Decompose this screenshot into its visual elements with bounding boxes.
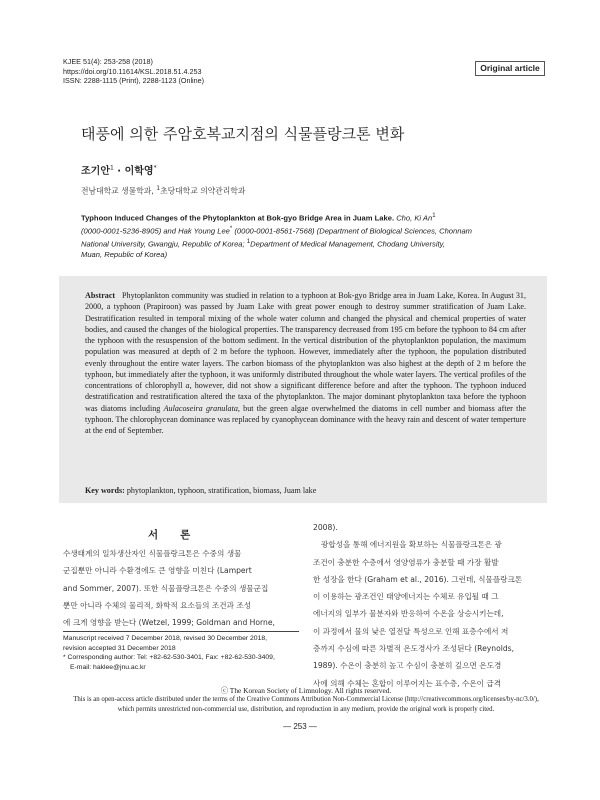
title-english: Typhoon Induced Changes of the Phytoplankton at Bok-gyo Bridge Area in Juam Lake. (81, 213, 395, 223)
author-english-1-sup: 1 (432, 213, 436, 219)
section-heading-introduction: 서론 (148, 529, 213, 541)
affiliation-part-2: 초당대학교 의약관리학과 (160, 186, 246, 196)
right-column (313, 519, 549, 692)
abstract-text-3: , but the green algae overwhelmed the diatoms in cell number and biomass after the typhoon. The chlorophycean dominance was replaced by cyanophycean dominance with the heavy rain and descent of water temperture at the end of September. (85, 403, 527, 435)
right-column-line: 사에 의해 수체는 혼합이 이루어지는 표수층, 수온이 급격 (313, 678, 502, 688)
abstract-italic-1: a (185, 381, 190, 390)
affiliation-korean (81, 185, 245, 197)
right-column-line: 광합성을 통해 에너지원을 확보하는 식물플랑크톤은 광 (321, 540, 502, 550)
footnote-line: Manuscript received 7 December 2018, revised 30 December 2018, (63, 635, 268, 642)
affiliation-part-1: 전남대학교 생물학과, (81, 186, 157, 196)
left-column-line: 뿐만 아니라 수체의 물리적, 화학적 요소들의 조건과 조성 (63, 600, 252, 610)
right-column-line: 1989). 수온이 충분히 높고 수심이 충분히 깊으면 온도경 (313, 661, 502, 671)
copyright-line: ⓒ The Korean Society of Limnology. All rights reserved. (220, 686, 392, 695)
issn: ISSN: 2288-1115 (Print), 2288-1123 (Online) (63, 76, 205, 85)
license-line: which permits unrestricted non-commercial use, distribution, and reproduction in any medium, provide the original work is properly cited. (117, 705, 495, 713)
affiliation-english-b: Department of Medical Management, Chodang University, (250, 239, 445, 249)
affiliation-english-a: National University, Gwangju, Republic of Korea; (81, 239, 247, 249)
author-2-sup: * (153, 164, 157, 172)
footnote-divider (63, 631, 299, 632)
right-column-line: 이 과정에서 물의 낮은 열전달 특성으로 인해 표층수에서 저 (313, 626, 509, 636)
right-column-line: 조건이 충분한 수층에서 영양염류가 충분할 때 가장 활발 (313, 557, 499, 567)
article-type-badge: Original article (475, 61, 545, 76)
page-number: — 253 — (283, 722, 317, 731)
doi-link[interactable]: https://doi.org/10.11614/KSL.2018.51.4.253 (63, 66, 202, 76)
author-1: 조기안 (81, 166, 110, 177)
left-column-line: 에 크게 영향을 받는다 (Wetzel, 1999; Goldman and Horne, (63, 618, 275, 628)
left-column-line: 군집뿐만 아니라 수환경에도 큰 영향을 미친다 (Lampert (63, 566, 252, 576)
title-korean: 태풍에 의한 주암호복교지점의 식물플랑크톤 변화 (81, 125, 405, 143)
author-2: 이학영 (124, 166, 154, 177)
authors-korean (81, 162, 157, 177)
right-column-line: 이 이용하는 광조건인 태양에너지는 수체로 유입될 때 그 (313, 592, 499, 602)
author-english-1: Cho, Ki An (394, 213, 433, 223)
keywords-text: phytoplankton, typhoon, stratification, biomass, Juam lake (124, 486, 317, 495)
orcid-line: (0000-0001-5236-8905) and Hak Young Lee (81, 226, 230, 236)
license-line: This is an open-access article distributed under the terms of the Creative Commons Attribution Non-Commercial License (http://creativecommons.org/licenses/by-nc/3.0/), (73, 696, 539, 704)
right-column-line: 2008). (313, 523, 338, 532)
keywords (85, 486, 526, 495)
left-column-line: and Sommer, 2007). 또한 식물플랑크톤은 수중의 생물군집 (63, 583, 269, 593)
abstract-text-2: , however, did not show a significant difference before and after the typhoon. The typhoon induced destratification and restratification altered the taxa of the phytoplankton. The major dominant phytoplankton taxa before the typhoon was diatoms including (85, 381, 526, 413)
author-separator: · (113, 166, 125, 177)
footnote-line: revision accepted 31 December 2018 (63, 644, 176, 652)
right-column-line: 한 성장을 한다 (Graham et al., 2016). 그런데, 식물플랑크톤 (313, 574, 523, 584)
author-english-2-sup: * (229, 226, 233, 233)
footnotes (63, 634, 275, 672)
journal-info (63, 57, 204, 86)
right-column-line: 에너지의 일부가 물분자와 반응하여 수온을 상승시키는데, (313, 609, 504, 619)
copyright-notice (63, 686, 549, 714)
abstract-italic-2: Aulacoseira granulata (163, 403, 238, 413)
footnote-line: * Corresponding author: Tel: +82-62-530-3401, Fax: +82-62-530-3409, (63, 654, 275, 661)
footnote-line: E-mail: haklee@jnu.ac.kr (70, 663, 146, 671)
affiliation-english-sup: 1 (246, 239, 251, 246)
left-column-line: 수생태계의 일차생산자인 식물플랑크톤은 수중의 생물 (63, 549, 242, 558)
journal-citation: KJEE 51(4): 253-258 (2018) (63, 57, 153, 66)
abstract (85, 290, 526, 436)
abstract-text-1: Phytoplankton community was studied in relation to a typhoon at Bok-gyo Bridge area in Juam Lake, Korea. In August 31, 2000, a typhoon (Prapiroon) was passed by Juam Lake with great power enough to destroy summer stratification of Juam Lake. Destratification resulted in temporal mixing of the whole water column and changed the physical and chemical properties of water bodies, and caused the changes of the biological properties. The transparency decreased from 195 cm before the typhoon to 84 cm after the typhoon with the resuspension of the bottom sediment. In the vertical distribution of the phytoplankton population, the maximum population was measured at depth of 2 m before the typhoon. However, immediately after the typhoon, the population distributed evenly throughout the entire water layers. The carbon biomass of the phytoplankton was also highest at the depth of 2 m before the typhoon, but immediately after the typhoon, it was uniformly distributed throughout the whole water layers. The vertical profiles of the concentrations of chlorophyll (85, 291, 526, 390)
left-column (63, 545, 299, 631)
right-column-line: 층까지 수심에 따른 차별적 온도경사가 조성된다 (Reynolds, (313, 644, 515, 654)
author-1-sup: 1 (109, 164, 114, 172)
affiliation-sup: 1 (156, 185, 161, 192)
title-english-block (81, 211, 547, 261)
orcid-line-b: (0000-0001-8561-7568) (Department of Biological Sciences, Chonnam (232, 226, 473, 236)
keywords-label: Key words: (85, 486, 125, 495)
abstract-label: Abstract (85, 291, 116, 300)
affiliation-english-c: Muan, Republic of Korea) (81, 250, 168, 260)
